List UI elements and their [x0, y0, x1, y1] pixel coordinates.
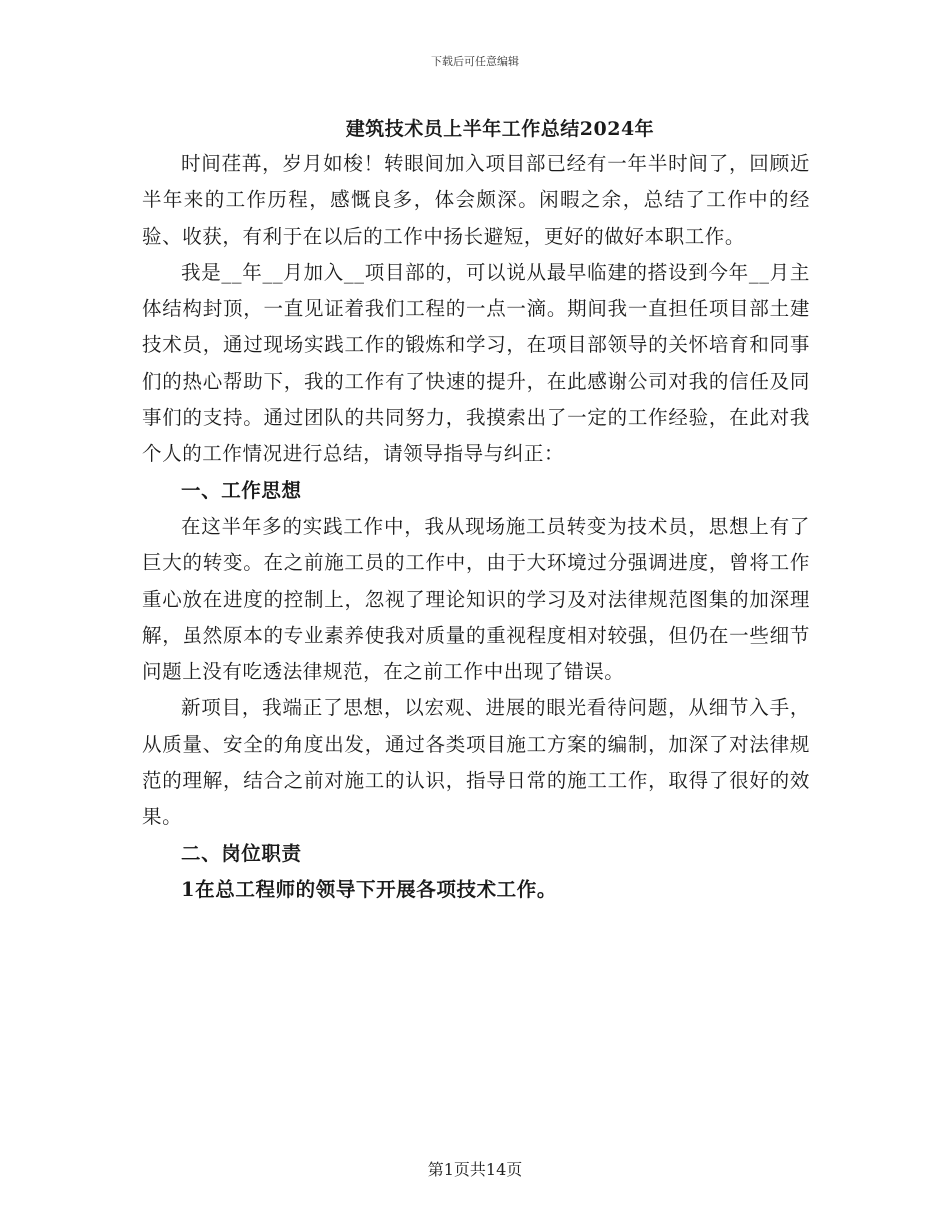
paragraph: 时间荏苒，岁月如梭！转眼间加入项目部已经有一年半时间了，回顾近半年来的工作历程，感慨良多，体会颇深。闲暇之余，总结了工作中的经验、收获，有利于在以后的工作中扬长避短，更好的做好本职工作。	[142, 152, 810, 248]
document-title: 建筑技术员上半年工作总结2024年	[345, 118, 655, 140]
paragraph: 新项目，我端正了思想，以宏观、进展的眼光看待问题，从细节入手，从质量、安全的角度出发，通过各类项目施工方案的编制，加深了对法律规范的理解，结合之前对施工的认识，指导日常的施工工作，取得了很好的效果。	[142, 696, 810, 829]
document-body	[142, 146, 810, 908]
paragraph: 在这半年多的实践工作中，我从现场施工员转变为技术员，思想上有了巨大的转变。在之前施工员的工作中，由于大环境过分强调进度，曾将工作重心放在进度的控制上，忽视了理论知识的学习及对法律规范图集的加深理解，虽然原本的专业素养使我对质量的重视程度相对较强，但仍在一些细节问题上没有吃透法律规范，在之前工作中出现了错误。	[142, 514, 810, 684]
section-heading: 二、岗位职责	[181, 841, 302, 865]
subsection-heading: 1在总工程师的领导下开展各项技术工作。	[181, 877, 557, 901]
section-heading: 一、工作思想	[181, 478, 302, 502]
page-number-footer: 第1页共14页	[427, 1160, 523, 1179]
paragraph: 我是__年__月加入__项目部的，可以说从最早临建的搭设到今年__月主体结构封顶，一直见证着我们工程的一点一滴。期间我一直担任项目部土建技术员，通过现场实践工作的锻炼和学习，在项目部领导的关怀培育和同事们的热心帮助下，我的工作有了快速的提升，在此感谢公司对我的信任及同事们的支持。通过团队的共同努力，我摸索出了一定的工作经验，在此对我个人的工作情况进行总结，请领导指导与纠正：	[142, 260, 810, 466]
header-note: 下载后可任意编辑	[431, 55, 519, 68]
